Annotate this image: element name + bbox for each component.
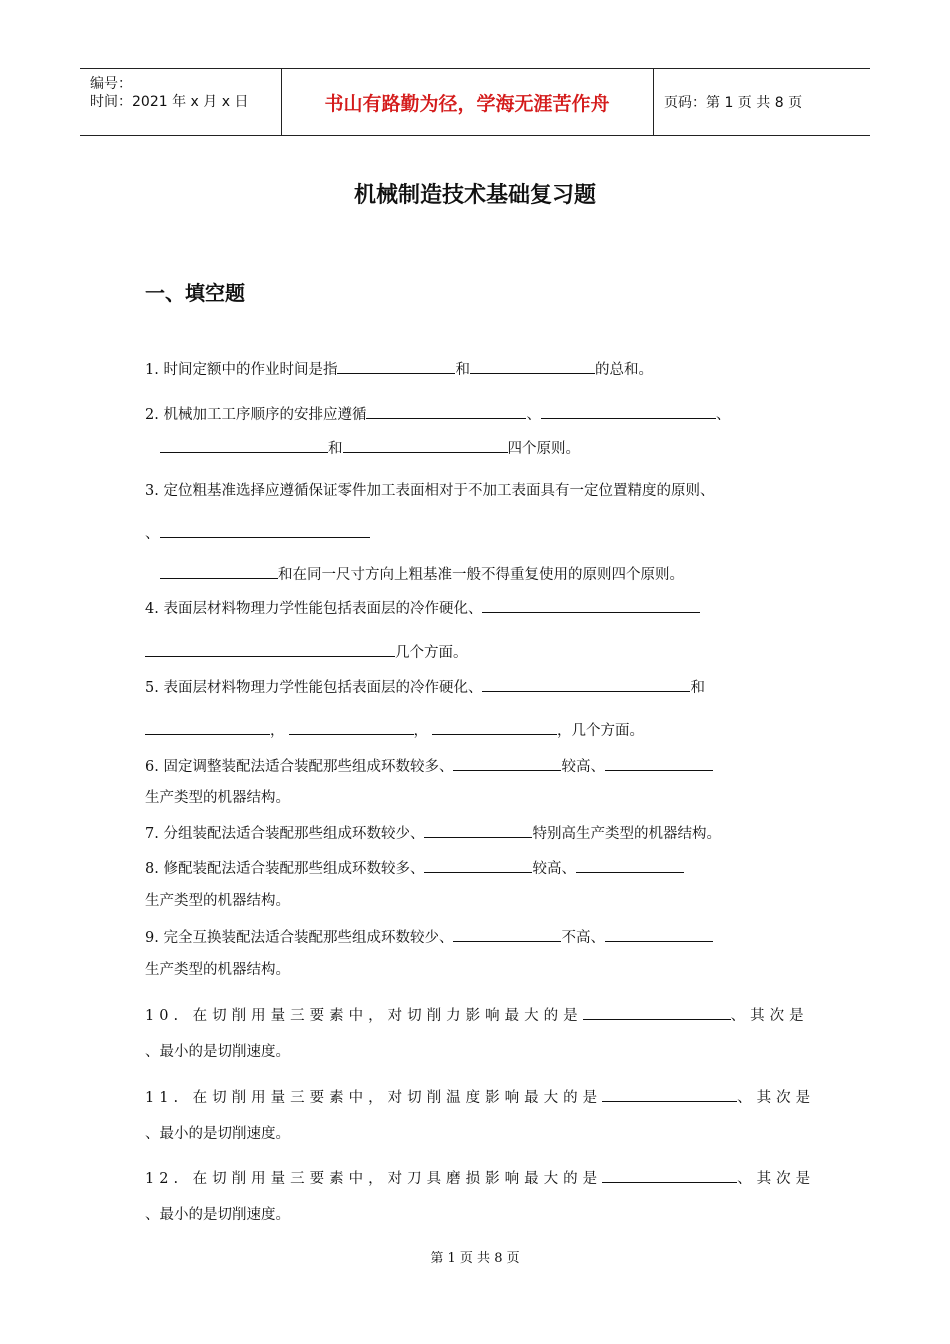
question-12: 12. 在切削用量三要素中，对刀具磨损影响最大的是 、其次是 (145, 1167, 815, 1189)
motto: 书山有路勤为径，学海无涯苦作舟 (281, 69, 654, 135)
question-10: 10. 在切削用量三要素中，对切削力影响最大的是 、其次是 (145, 1004, 809, 1026)
question-9: 9. 完全互换装配法适合装配那些组成环数较少、 不高、 (145, 926, 713, 948)
question-10-cont: 、最小的是切削速度。 (145, 1044, 290, 1060)
question-11: 11. 在切削用量三要素中，对切削温度影响最大的是 、其次是 (145, 1086, 815, 1108)
page-info: 页码：第 1 页 共 8 页 (664, 95, 803, 111)
answer-blank[interactable] (366, 403, 526, 419)
question-1: 1. 时间定额中的作业时间是指 和 的总和。 (145, 358, 653, 380)
question-3: 3. 定位粗基准选择应遵循保证零件加工表面相对于不加工表面具有一定位置精度的原则、 (145, 483, 715, 499)
answer-blank[interactable] (424, 822, 532, 838)
question-4: 4. 表面层材料物理力学性能包括表面层的冷作硬化、 (145, 597, 700, 619)
answer-blank[interactable] (602, 1086, 737, 1102)
answer-blank[interactable] (541, 403, 716, 419)
answer-blank[interactable] (470, 358, 595, 374)
time-label: 时间：2021 年 x 月 x 日 (90, 94, 249, 110)
question-8: 8. 修配装配法适合装配那些组成环数较多、 较高、 (145, 857, 684, 879)
answer-blank[interactable] (605, 926, 713, 942)
section-heading: 一、填空题 (145, 281, 245, 305)
answer-blank[interactable] (576, 857, 684, 873)
answer-blank[interactable] (145, 641, 395, 657)
answer-blank[interactable] (453, 755, 561, 771)
header-left-cell (80, 69, 282, 135)
answer-blank[interactable] (343, 437, 508, 453)
answer-blank[interactable] (424, 857, 532, 873)
answer-blank[interactable] (145, 719, 270, 735)
page-footer: 第 1 页 共 8 页 (430, 1251, 520, 1266)
document-title: 机械制造技术基础复习题 (353, 183, 596, 208)
question-4-cont: 几个方面。 (145, 641, 468, 663)
question-3-cont: 、 (145, 522, 370, 544)
question-3-end: 和在同一尺寸方向上粗基准一般不得重复使用的原则四个原则。 (160, 563, 684, 585)
answer-blank[interactable] (482, 597, 700, 613)
question-11-cont: 、最小的是切削速度。 (145, 1126, 290, 1142)
answer-blank[interactable] (583, 1004, 731, 1020)
code-label: 编号： (90, 76, 132, 92)
question-2: 2. 机械加工工序顺序的安排应遵循 、 、 (145, 403, 730, 425)
answer-blank[interactable] (337, 358, 455, 374)
question-7: 7. 分组装配法适合装配那些组成环数较少、 特别高生产类型的机器结构。 (145, 822, 721, 844)
question-12-cont: 、最小的是切削速度。 (145, 1207, 290, 1223)
answer-blank[interactable] (605, 755, 713, 771)
answer-blank[interactable] (453, 926, 561, 942)
header-table (80, 68, 870, 136)
question-8-cont: 生产类型的机器结构。 (145, 893, 290, 909)
question-2-cont: 和 四个原则。 (160, 437, 580, 459)
question-5-cont: ， ， ，几个方面。 (145, 719, 644, 741)
answer-blank[interactable] (602, 1167, 737, 1183)
question-6: 6. 固定调整装配法适合装配那些组成环数较多、 较高、 (145, 755, 713, 777)
answer-blank[interactable] (160, 522, 370, 538)
answer-blank[interactable] (289, 719, 414, 735)
answer-blank[interactable] (432, 719, 557, 735)
answer-blank[interactable] (160, 563, 278, 579)
answer-blank[interactable] (482, 676, 690, 692)
answer-blank[interactable] (160, 437, 328, 453)
question-5: 5. 表面层材料物理力学性能包括表面层的冷作硬化、 和 (145, 676, 705, 698)
question-9-cont: 生产类型的机器结构。 (145, 962, 290, 978)
question-6-cont: 生产类型的机器结构。 (145, 790, 290, 806)
